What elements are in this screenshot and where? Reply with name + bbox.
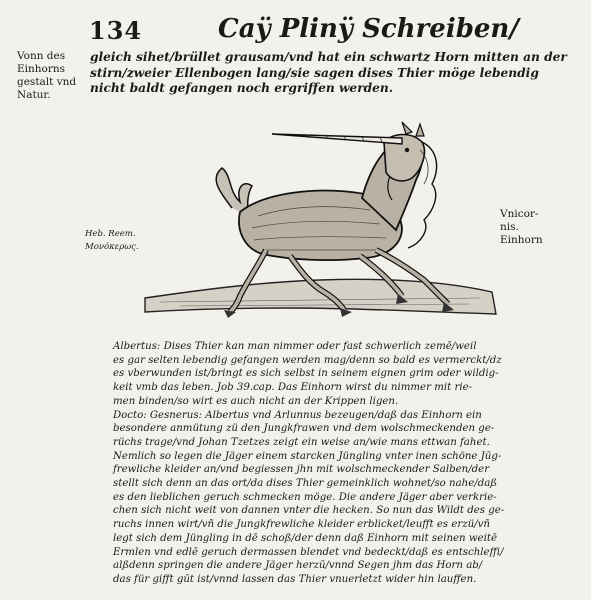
margin-note-line: Natur. bbox=[17, 89, 51, 101]
body-text bbox=[113, 340, 563, 587]
caption-left bbox=[85, 228, 139, 254]
page-number: 134 bbox=[89, 16, 143, 45]
body-line: besondere anmütung zü den Jungkfrawen vnd dem wolschmeckenden ge- bbox=[113, 423, 495, 435]
body-line: men binden/so wirt es auch nicht an der Krippen ligen. bbox=[113, 395, 399, 407]
caption-right bbox=[500, 208, 543, 247]
body-line: legt sich dem Jüngling in dē schoß/der denn daß Einhorn mit seinen weitē bbox=[113, 532, 497, 544]
caption-line: Μονόκερως. bbox=[85, 242, 139, 252]
running-title: Caÿ Plinÿ Schreiben/ bbox=[218, 14, 519, 44]
body-line: Albertus: Dises Thier kan man nimmer oder fast schwerlich zemē/weil bbox=[113, 341, 477, 352]
intro-line: gleich sihet/brüllet grausam/vnd hat ein schwartz Horn mitten an der bbox=[90, 50, 567, 64]
body-line: es vberwunden ist/bringt es sich selbst in seinem eignen grim oder wildig- bbox=[113, 368, 499, 380]
eye bbox=[405, 148, 409, 152]
body-line: keit vmb das leben. Job 39.cap. Das Einhorn wirst du nimmer mit rie- bbox=[113, 382, 473, 394]
body-line: ruchs innen wirt/vñ die Jungkfrewliche kleider erblicket/leufft es erzü/vñ bbox=[113, 519, 490, 531]
intro-paragraph bbox=[90, 50, 567, 97]
unicorn-woodcut bbox=[140, 120, 510, 330]
body-line: es den lieblichen geruch schmecken möge. Die andere Jäger aber verkrie- bbox=[113, 491, 497, 503]
body-line: Ermlen vnd edlē geruch dermassen blendet vnd bedeckt/daß es entschleffi/ bbox=[113, 546, 504, 558]
body-line: das für gifft gūt ist/vnnd lassen das Thier vnuerletzt wider hin lauffen. bbox=[113, 573, 477, 585]
margin-note-line: Einhorns bbox=[17, 63, 66, 75]
body-line: rüchs trage/vnd Johan Tzetzes zeigt ein weise an/wie mans ettwan fahet. bbox=[113, 436, 490, 448]
caption-line: Einhorn bbox=[500, 234, 543, 246]
caption-line: Heb. Reem. bbox=[85, 229, 136, 239]
body-line: stellt sich denn an das ort/da dises Thier gemeinklich wohnet/so nahe/daß bbox=[113, 478, 498, 490]
body-line: Nemlich so legen die Jäger einem starcken Jüngling vnter inen schöne Jūg- bbox=[113, 450, 502, 462]
body-line: chen sich nicht weit von dannen vnter die hecken. So nun das Wildt des ge- bbox=[113, 505, 505, 517]
margin-note bbox=[17, 50, 87, 102]
intro-line: stirn/zweier Ellenbogen lang/sie sagen dises Thier möge lebendig bbox=[90, 65, 539, 80]
margin-note-line: gestalt vnd bbox=[17, 76, 77, 88]
body-line: Docto: Gesnerus: Albertus vnd Arlunnus bezeugen/daß das Einhorn ein bbox=[113, 409, 482, 421]
body-line: frewliche kleider an/vnd begiessen jhn mit wolschmeckender Salben/der bbox=[113, 464, 490, 476]
intro-line: nicht baldt gefangen noch ergriffen werden. bbox=[90, 81, 393, 95]
margin-note-line: Vonn des bbox=[17, 50, 66, 62]
caption-line: Vnicor- bbox=[500, 208, 539, 220]
body-line: es gar selten lebendig gefangen werden mag/denn so bald es vermerckt/dz bbox=[113, 354, 502, 366]
caption-line: nis. bbox=[500, 221, 519, 233]
body-line: alßdenn springen die andere Jäger herzū/vnnd Segen jhm das Horn ab/ bbox=[113, 560, 483, 572]
ear bbox=[402, 122, 412, 134]
